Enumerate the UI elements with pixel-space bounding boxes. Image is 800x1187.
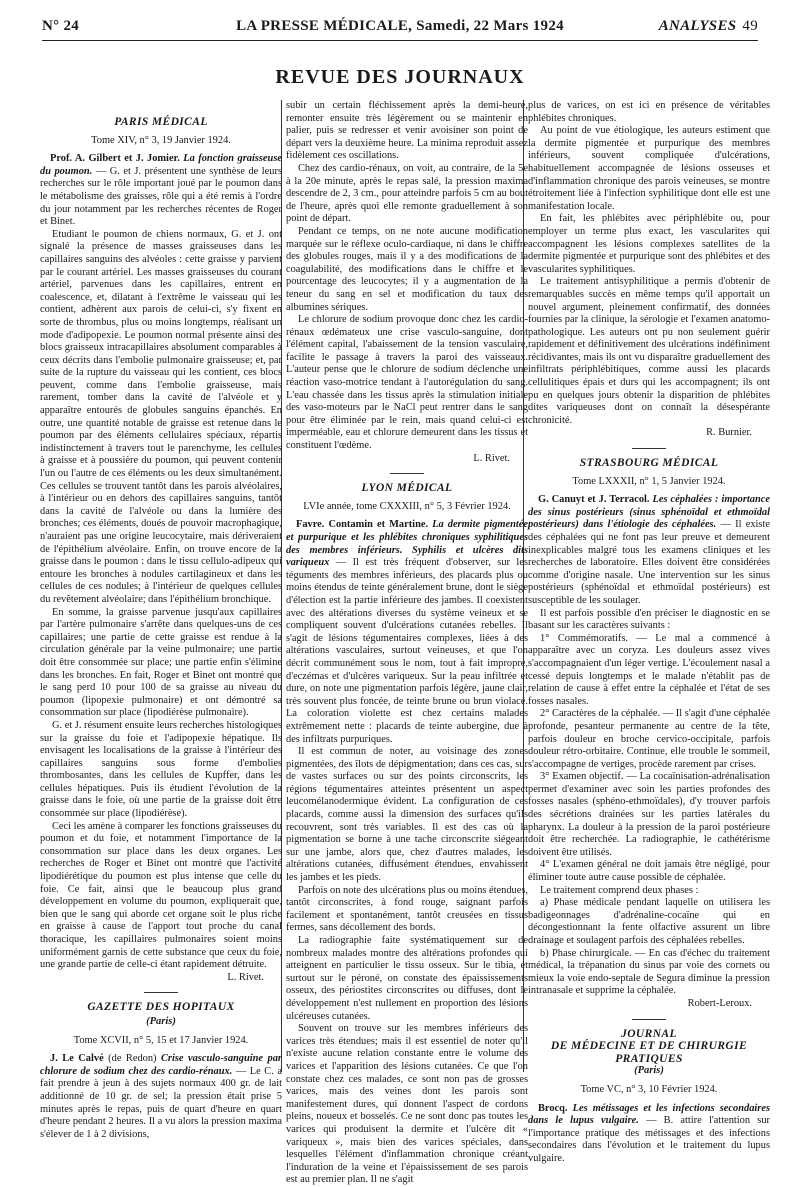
reviewer-signature: L. Rivet. — [227, 971, 264, 983]
article-authors: Prof. A. Gilbert et J. Jomier. — [50, 153, 180, 165]
journal-title: STRASBOURG MÉDICAL — [579, 457, 719, 470]
page-title: REVUE DES JOURNAUX — [275, 66, 525, 88]
abstract-text: — Le C. a fait prendre à jeun à des sujets normaux 400 gr. de lait additionné de 10 gr. de sel; la pression était prise 5 minutes après le repas, puis de quart d'heure en quart d'heure pendant 2 heures. Il a vu alors la pression maxima s'élever de 1 à 2 divisions, — [40, 1065, 282, 1140]
abstract-paragraph: plus de varices, on est ici en présence de véritables phlébites chroniques. — [528, 100, 770, 124]
abstract-paragraph — [40, 153, 282, 229]
abstract-paragraph: G. et J. résument ensuite leurs recherches histologiques sur la graisse du foie et l'adipopexie hépatique. Ils envisagent les localisations de la graisse à l'intérieur des capillaires sanguins sous forme d'embolies thrombosantes, dans les cellules de Kupffer, dans les cellules hépatiques. Puis ils étudient l'évolution de la graisse dans le foie, où une partie de la graisse doit être consommée sur place (lipodiérèse). — [40, 719, 282, 820]
journal-header: LA PRESSE MÉDICALE, Samedi, 22 Mars 1924 — [236, 18, 564, 34]
article-title: La dermite pigmentée et purpurique et les phlébites chroniques syphilitiques des membres inférieurs. Syphilis et ulcères dits variqueux — [286, 519, 529, 569]
abstract-paragraph: a) Phase médicale pendant laquelle on utilisera les badigeonnages d'adrénaline-cocaïne qui en décongestionnant la fente olfactive assurent un libre drainage et soulagent parfois des céphalées rebelles. — [528, 897, 770, 946]
journal-title: PRATIQUES — [615, 1052, 683, 1065]
page-number: 49 — [742, 18, 758, 34]
column-2 — [286, 100, 529, 1186]
abstract-paragraph: subir un certain fléchissement après la demi-heure, remonter ensuite très légèrement ou se maintenir en palier, puis se redresser et venir avoisiner son point de départ vers la deuxième heure. La minima reproduit assez fidèlement ces oscillations. — [286, 100, 528, 162]
abstract-paragraph: Souvent on trouve sur les membres inférieurs des varices très étendues; mais il est essentiel de noter qu'il n'existe aucune relation constante entre le volume des varices et l'apparition des lésions cutanées. Ce que l'on constate chez ces malades, ce sont non pas de grosses varices, mais des veines dont les parois sont manifestement dures, qui donnent l'aspect de cordons pleins, noueux et bosselés. Ce ne sont donc pas toutes les varices qui produisent la dermite et l'ulcère dit « variqueux », mais bien des varices spéciales, dans lesquelles l'élément d'inflammation chronique créant l'induration de la veine et l'épaississement de ses parois est au premier plan. Il ne s'agit — [286, 1023, 528, 1186]
article-title: Les métissages et les infections secondaires dans le lupus vulgaire. — [528, 1102, 770, 1127]
article-title: Les céphalées : importance des sinus postérieurs (sinus sphénoïdal et ethmoïdal postérieurs) dans l'étiologie des céphalées. — [528, 494, 770, 531]
journal-city: (Paris) — [634, 1065, 664, 1077]
abstract-paragraph: 4° L'examen général ne doit jamais être négligé, pour éliminer toute autre cause possible de céphalée. — [528, 859, 770, 884]
section-separator — [632, 1019, 666, 1020]
journal-issue: Tome XIV, n° 3, 19 Janvier 1924. — [91, 134, 231, 146]
abstract-paragraph — [528, 1103, 770, 1166]
article-authors: Favre. Contamin et Martine. — [296, 519, 429, 531]
abstract-text: — B. attire l'attention sur l'importance pratique des métissages et des infections secondaires dans l'évolution et le traitement du lupus vulgaire. — [528, 1115, 770, 1164]
abstract-paragraph: 2° Caractères de la céphalée. — Il s'agit d'une céphalée profonde, pesanteur permanente au centre de la tête, parfois douleur en broche cervico-occipitale, parfois douleur rétro-orbitaire. Continue, elle trouble le sommeil, s'accompagne de vertiges, procède rarement par crises. — [528, 708, 770, 770]
article-authors: G. Canuyt et J. Terracol. — [538, 494, 650, 506]
abstract-paragraph: b) Phase chirurgicale. — En cas d'échec du traitement médical, la trépanation du sinus par voie des cornets ou mieux la voie endo-septale de Segura diminue la pression intranasale et supprime la céphalée. — [528, 947, 770, 997]
header-rule — [42, 40, 758, 41]
journal-city: (Paris) — [146, 1015, 176, 1027]
abstract-text: — Il est très fréquent d'observer, sur les téguments des membres inférieurs, des placards plus ou moins étendus de teinte généralement brune, dont le siège d'élection est la partie inférieure des jambes. Il coexistent avec des altérations diverses du système veineux et se compliquent souvent d'ulcérations cutanées rebelles. Il s'agit de lésions tégumentaires complexes, liées à des altérations vasculaires, surtout veineuses, et que l'on décrit communément sous le nom, tout à fait impropre, d'eczémas et d'ulcères variqueux. Sur la peau infiltrée et dure, on note une pigmentation parfois légère, jaune clair, très souvent plus foncée, de teinte brune ou brun violacé. La coloration violette est chez certains malades extrêmement nette : placards de teinte aubergine, due à des infiltrats purpuriques. — [286, 557, 528, 745]
abstract-paragraph: 3° Examen objectif. — La cocaïnisation-adrénalisation permet d'examiner avec soin les parties profondes des fosses nasales (sphéno-ethmoïdales), d'y trouver parfois des sécrétions drainées sur les parties latérales du pharynx. La douleur à la pression de la paroi postérieure doit être recherchée. La radiographie, le cathétérisme doivent être utilisés. — [528, 771, 770, 858]
abstract-paragraph: La radiographie faite systématiquement sur de nombreux malades montre des altérations profondes qui atteignent en particulier le tissu osseux. Sur le tibia, et surtout sur le péroné, on constate des épaississements osseux, des périostites circonscrites ou diffuses, dont le développement n'est nullement en proportion des lésions ulcéreuses cutanées. — [286, 935, 528, 1022]
abstract-paragraph: Il est parfois possible d'en préciser le diagnostic en se basant sur les caractères suivants : — [528, 607, 770, 632]
journal-issue: LVIe année, tome CXXXIII, n° 5, 3 Février 1924. — [303, 500, 511, 512]
journal-title: DE MÉDECINE ET DE CHIRURGIE — [550, 1040, 748, 1053]
author-city: (de Redon) — [108, 1053, 157, 1065]
column-1 — [40, 96, 282, 1140]
journal-title: JOURNAL — [621, 1027, 677, 1040]
journal-issue: Tome XCVII, n° 5, 15 et 17 Janvier 1924. — [73, 1034, 249, 1046]
abstract-paragraph: En fait, les phlébites avec périphlébite ou, pour employer un terme plus exact, les vascularites qui accompagnent les lésions complexes satellites de la dermite pigmentée et purpurique sont des phlébites et des vascularites syphilitiques. — [528, 213, 770, 275]
reviewer-signature: L. Rivet. — [473, 452, 510, 464]
journal-title: LYON MÉDICAL — [361, 482, 453, 495]
article-authors: Brocq. — [538, 1102, 568, 1114]
abstract-paragraph: Le traitement antisyphilitique a permis d'obtenir de remarquables succès en même temps qu'il apportait un nouvel argument, pleinement confirmatif, des données fournies par la clinique, la sérologie et l'examen anatomo-pathologique. Les auteurs ont pu non seulement guérir rapidement et définitivement des ulcérations indéfiniment récidivantes, mais ils ont vu disparaître graduellement des infiltrats périphlébitiques, comme aussi les placards cellulitiques épais et durs qui les accompagnent; ils ont pu en quelques jours obtenir la disparition de phlébites dites variqueuses dont on connaît la désespérante chronicité. — [528, 276, 770, 426]
section-label: ANALYSES — [658, 18, 737, 34]
abstract-paragraph: Le chlorure de sodium provoque donc chez les cardio-rénaux œdémateux une crise vasculo-sanguine, dont l'élément capital, l'abaissement de la tension vasculaire, facilite le passage à travers la paroi des vaisseaux. L'auteur pense que le chlorure de sodium déclenche une réaction vaso-motrice tendant à l'autorégulation du sang. L'eau chassée dans les tissus après la stimulation initiale des vaso-moteurs par le NaCl peut rentrer dans le sang pour être éliminée par le rein, mais quand celui-ci est imperméable, eau et chlorure demeurent dans les tissus et constituent l'œdème. — [286, 314, 528, 452]
abstract-paragraph: Le traitement comprend deux phases : — [540, 884, 699, 896]
abstract-text: — Il existe des céphalées qui ne font pas leur preuve et demeurent inexplicables malgré tous les examens cliniques et les recherches de laboratoire. Elles doivent être considérées comme d'origine nasale. Une intervention sur les sinus postérieurs (sphénoïdal et ethmoïdal postérieurs) est susceptible de les soulager. — [528, 519, 770, 606]
article-title: La fonction graisseuse du poumon. — [40, 153, 282, 177]
abstract-paragraph: Parfois on note des ulcérations plus ou moins étendues, tantôt circonscrites, à fond rouge, saignant parfois facilement et spontanément, tantôt creusées en tissus fermes, sans décollement des bords. — [286, 884, 528, 934]
journal-issue: Tome LXXXII, n° 1, 5 Janvier 1924. — [572, 475, 726, 487]
section-separator — [390, 473, 424, 474]
abstract-paragraph: En somme, la graisse parvenue jusqu'aux capillaires par l'artère pulmonaire s'arrête dans quelques-uns de ces capillaires; une partie de cette graisse est rendue à la circulation générale par la veine pulmonaire; une partie doit être consommée sur place; une partie enfin s'élimine dans les bronches. En fait, Roger et Binet ont montré que le sang perd 10 pour 100 de sa graisse au niveau du poumon (lipopexie pulmonaire) et ont démontré sa consommation sur place (lipodiérèse pulmonaire). — [40, 606, 282, 719]
abstract-paragraph: 1° Commémoratifs. — Le mal a commencé à apparaître avec un coryza. Les douleurs assez vives s'accompagnaient d'un léger vertige. L'écoulement nasal a cessé depuis longtemps et le malade n'établit pas de relation de cause à effet entre la céphalée et l'état de ses fosses nasales. — [528, 632, 770, 707]
abstract-paragraph: Il est commun de noter, au voisinage des zones pigmentées, des îlots de dépigmentation; dans ces cas, sur de vastes surfaces ou sur des points circonscrits, les régions tégumentaires atteintes présentent un aspect leucomélanodermique évident. La configuration de ces placards, comme aussi la dimension des surfaces qu'ils recouvrent, sont très variables. Il est des cas où la pigmentation se borne à une tache circonscrite siégeant sur une jambe, alors que, chez d'autres malades, les altérations cutanées, diffusément étendues, envahissent les jambes et les pieds. — [286, 746, 528, 884]
reviewer-signature: Robert-Leroux. — [687, 997, 752, 1009]
abstract-paragraph: Au point de vue étiologique, les auteurs estiment que la dermite pigmentée et purpurique des membres inférieurs, souvent compliquée d'ulcérations, habituellement accompagnée de lésions osseuses et d'inflammation chronique des parois veineuses, se montre étroitement liée à l'infection syphilitique dont elle est une manifestation locale. — [528, 125, 770, 212]
journal-title: GAZETTE DES HOPITAUX — [87, 1001, 235, 1014]
journal-issue: Tome VC, n° 3, 10 Février 1924. — [580, 1083, 718, 1095]
abstract-text: — G. et J. présentent une synthèse de leurs recherches sur le rôle important joué par le poumon dans le métabolisme des graisses, rôle qui a été remis à l'ordre du jour notamment par les recherches récentes de Roger et Binet. — [40, 165, 282, 228]
column-3 — [528, 100, 770, 1164]
abstract-paragraph: Ceci les amène à comparer les fonctions graisseuses du poumon et du foie, et notamment l'importance de la consommation sur place dans les deux organes. Les recherches de Roger et Binet ont montré que l'activité lipodiérétique du poumon est plus intense que celle du foie. Ce fait, ainsi que le beaucoup plus grand développement en volume du poumon, expliquerait que, bien que le sang qui aborde cet organe soit le plus riche en graisse à cause de l'apport tout proche du canal thoracique, les capillaires pulmonaires soient moins uniformément garnis de cette substance que ceux du foie, une grande partie de celle-ci étant rapidement détruite. — [40, 820, 282, 971]
reviewer-signature: R. Burnier. — [706, 427, 752, 439]
section-separator — [144, 992, 178, 993]
section-separator — [632, 448, 666, 449]
article-authors: J. Le Calvé — [50, 1053, 104, 1065]
abstract-paragraph: Chez des cardio-rénaux, on voit, au contraire, de la 5e à la 20e minute, après le repas salé, la pression maxima descendre de 2, 3 cm., pour atteindre parfois 5 cm au bout de l'heure, après quoi elle remonte graduellement à son point de départ. — [286, 162, 528, 225]
abstract-paragraph: Pendant ce temps, on ne note aucune modification marquée sur le réflexe oculo-cardiaque, ni dans le chiffre des globules rouges, mais il y a des modifications de la coagulabilité, des modifications dans le chiffre et le pourcentage des leucocytes; il y a augmentation de la teneur du sang en sel et modification du taux des albumines sériques. — [286, 225, 528, 313]
section-header — [659, 18, 758, 35]
abstract-paragraph — [40, 1053, 282, 1141]
journal-title: PARIS MÉDICAL — [114, 116, 208, 128]
abstract-paragraph — [528, 494, 770, 607]
issue-number: N° 24 — [42, 18, 80, 34]
abstract-paragraph — [286, 519, 528, 746]
running-header — [42, 18, 758, 40]
article-title: Crise vasculo-sanguine par chlorure de sodium chez des cardio-rénaux. — [40, 1053, 282, 1077]
abstract-paragraph: Etudiant le poumon de chiens normaux, G. et J. ont signalé la présence de masses graisseuses dans les capillaires sanguins des alvéoles : cette graisse y parvient par le courant artériel. Les masses graisseuses du courant artériel, parvenues dans les capillaires, entrent en coalescence, et, dilatant à l'extrême le vaisseau qui les contient, adhèrent aux parois de celui-ci, s'y fixent en sorte de thrombus, plus ou moins longtemps, réalisant un mode d'adipopexie. Le poumon normal présente ainsi des blocs graisseux intracapillaires absolument comparables à ceux décrits dans l'embolie pulmonaire graisseuse; et, par suite de la rupture du vaisseau qui les contient, ces blocs peuvent, comme dans l'embolie graisseuse, mais rarement, tomber dans la cavité de l'alvéole et y apparaître entourés de globules sanguins épanchés. En outre, une quantité notable de graisse est retenue dans le poumon par des éléments cellulaires spéciaux, répartis indistinctement à travers tout le parenchyme, les cellules à graisse et à poussière du poumon, qui peuvent contenir l'un ou l'autre de ces éléments ou les deux simultanément. Ces cellules se trouvent tantôt dans les parois alvéolaires, à l'intérieur ou en dehors des capillaires sanguins, tantôt dans la cavité de l'alvéole ou dans la lumière des bronches; ces éléments, doués de pouvoir macrophagique, n'auraient pas une origine leucocytaire, mais dériveraient de l'épithélium alvéolaire. Enfin, on trouve encore de la graisse dans le poumon : dans le tissu cellulo-adipeux qui entoure les bronches à nodules cartilagineux et dans les cellules de ces nodules; à l'intérieur de quelques cellules du revêtement alvéolaire; dans l'épithélium bronchique. — [40, 228, 282, 605]
